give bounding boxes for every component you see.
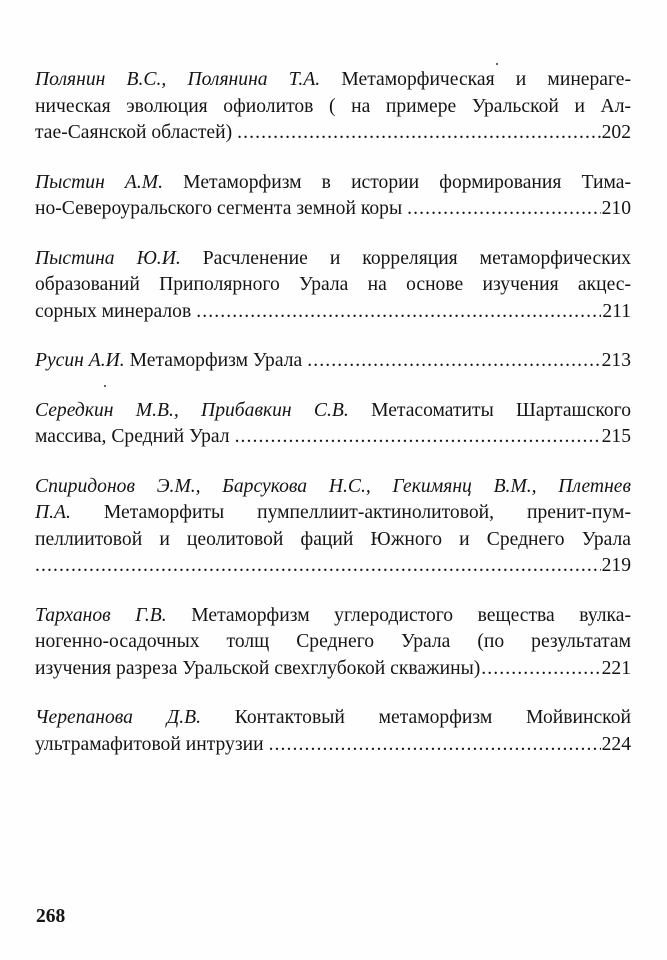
toc-entry-title: Контактовый метаморфизм Мойвинской xyxy=(234,707,631,728)
toc-entry xyxy=(35,705,631,758)
toc-entry-line xyxy=(35,67,631,94)
toc-entry-author: Полянин В.С., Полянина Т.А. xyxy=(35,69,321,90)
toc-entry-title: Метаморфизм углеродистого вещества вулка- xyxy=(191,604,631,626)
toc-entry xyxy=(35,170,631,223)
toc-entry-line xyxy=(35,500,631,527)
toc-entry-author: Спиридонов Э.М., Барсукова Н.С., Гекимянц В.М., Плетнев xyxy=(35,475,631,497)
print-speck xyxy=(496,63,498,65)
toc-entry-line xyxy=(35,603,631,630)
toc-entry-title: изучения разреза Уральской свехглубокой скважины) xyxy=(35,657,481,679)
toc-entry-author: Середкин М.В., Прибавкин С.В. xyxy=(35,399,349,421)
toc-entry-page: 224 xyxy=(601,733,631,755)
toc-entry-title: сорных минералов xyxy=(35,300,192,322)
toc-entry-title: ногенно-осадочных толщ Среднего Урала (по результатам xyxy=(35,631,631,652)
dot-leader xyxy=(237,120,601,147)
toc-entry xyxy=(35,246,631,326)
toc-entry-author: Пыстина Ю.И. xyxy=(35,247,181,269)
toc-entry xyxy=(35,348,631,375)
dot-leader xyxy=(269,732,601,759)
dot-leader xyxy=(407,196,601,223)
toc-entry-title: Метасоматиты Шарташского xyxy=(371,399,631,421)
toc-entry-title: тае-Саянской областей) xyxy=(35,122,233,143)
toc-entry-page: 210 xyxy=(601,198,631,219)
toc-entry-line xyxy=(35,299,631,326)
toc-entry-line xyxy=(35,196,631,223)
table-of-contents xyxy=(35,67,631,758)
toc-entry-line xyxy=(35,424,631,451)
dot-leader xyxy=(35,553,601,580)
toc-entry-line xyxy=(35,656,631,683)
toc-entry-title: пеллиитовой и цеолитовой фаций Южного и Среднего Урала xyxy=(35,528,631,550)
toc-entry-page: 202 xyxy=(601,122,631,143)
toc-entry-title: Метаморфическая и минераге- xyxy=(341,69,631,90)
toc-entry-line xyxy=(35,120,631,147)
dot-leader xyxy=(307,348,600,375)
toc-entry-title: ническая эволюция офиолитов ( на примере Уральской и Ал- xyxy=(35,95,631,117)
toc-entry-line xyxy=(35,553,631,580)
toc-entry-title: но-Североуральского сегмента земной коры xyxy=(35,198,403,219)
toc-entry-author: Пыстин А.М. xyxy=(35,171,164,193)
dot-leader xyxy=(235,424,601,451)
toc-entry-line xyxy=(35,170,631,197)
dot-leader xyxy=(481,656,600,683)
toc-entry-author: П.А. xyxy=(35,502,71,523)
toc-entry-page: 211 xyxy=(602,300,631,322)
toc-entry-author: Черепанова Д.В. xyxy=(35,707,201,728)
toc-entry-line xyxy=(35,398,631,425)
toc-entry xyxy=(35,67,631,147)
toc-entry xyxy=(35,474,631,580)
toc-entry-page: 213 xyxy=(601,350,631,371)
toc-entry-title: ультрамафитовой интрузии xyxy=(35,733,264,755)
toc-entry xyxy=(35,603,631,683)
dot-leader xyxy=(196,299,601,326)
toc-entry-title: массива, Средний Урал xyxy=(35,426,230,447)
page-number: 268 xyxy=(36,906,66,927)
toc-entry-author: Русин А.И. xyxy=(35,350,125,371)
toc-entry-page: 215 xyxy=(601,426,631,447)
toc-entry-line xyxy=(35,348,631,375)
toc-entry-title: Метаморфиты пумпеллиит-актинолитовой, пренит-пум- xyxy=(103,502,631,523)
toc-entry-line xyxy=(35,705,631,732)
toc-entry-page: 219 xyxy=(601,555,631,576)
toc-entry-author: Тарханов Г.В. xyxy=(35,604,167,626)
toc-entry-title: образований Приполярного Урала на основе изучения акцес- xyxy=(35,274,631,295)
toc-entry-title: Расчленение и корреляция метаморфических xyxy=(202,247,631,269)
toc-entry-line xyxy=(35,732,631,759)
toc-entry-title: Метаморфизм в истории формирования Тима- xyxy=(183,171,631,193)
toc-entry xyxy=(35,398,631,451)
toc-entry-line xyxy=(35,246,631,273)
toc-entry-lead xyxy=(35,348,302,375)
toc-entry-title: Метаморфизм Урала xyxy=(129,350,303,371)
toc-entry-page: 221 xyxy=(601,657,631,679)
